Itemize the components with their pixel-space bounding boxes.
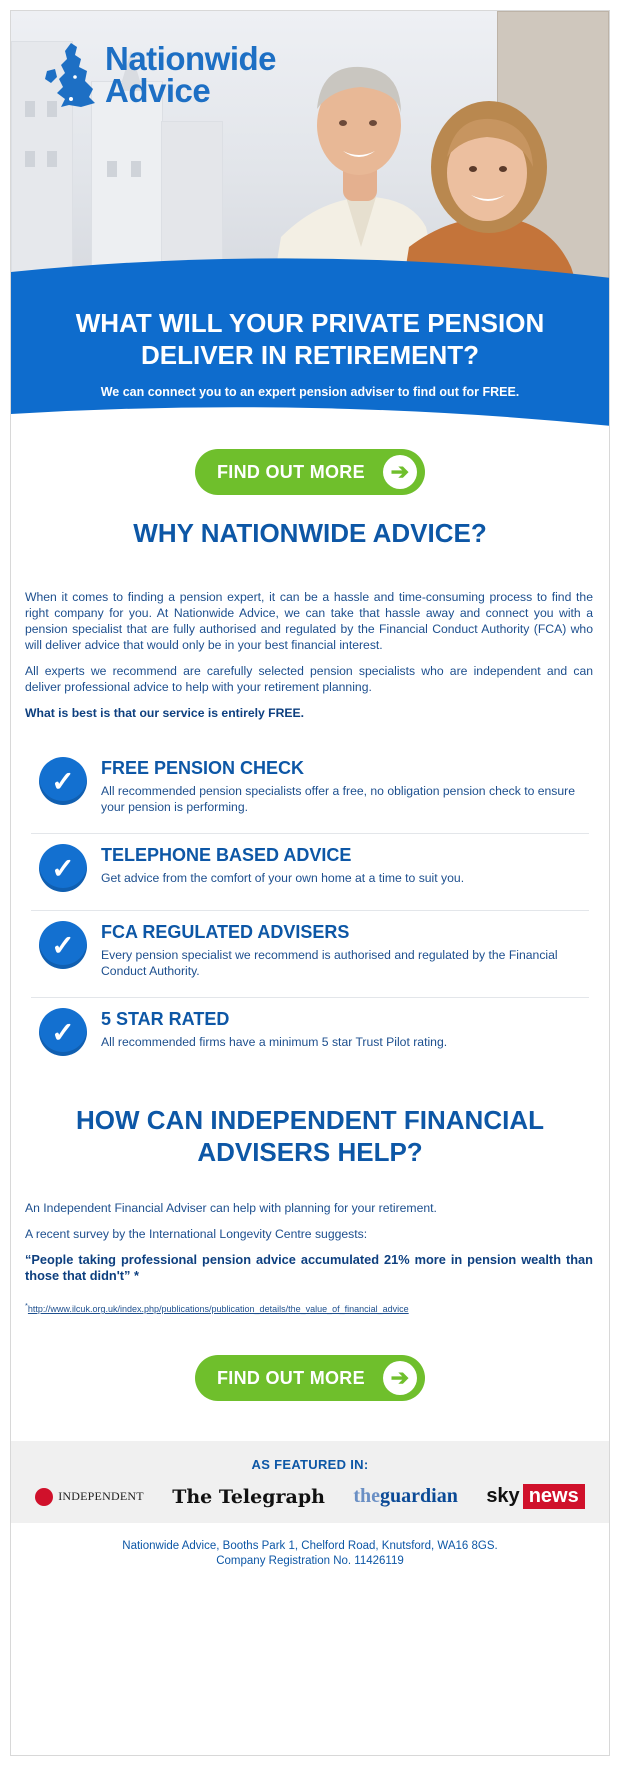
- feature-item: [31, 911, 589, 998]
- news-logo-text: news: [523, 1484, 585, 1509]
- feature-item: [31, 747, 589, 834]
- feature-item: [31, 998, 589, 1074]
- independent-logo-text: INDEPENDENT: [58, 1489, 144, 1503]
- address-line: Nationwide Advice, Booths Park 1, Chelford Road, Knutsford, WA16 8GS.: [122, 1540, 498, 1552]
- arrow-right-icon: ➔: [383, 1361, 417, 1395]
- how-title: [11, 1104, 609, 1168]
- hero-band: [11, 297, 609, 433]
- find-out-more-button[interactable]: [195, 1355, 425, 1401]
- feature-description: Get advice from the comfort of your own home at a time to suit you.: [101, 871, 465, 885]
- building-window: [107, 161, 117, 177]
- arrow-right-icon: ➔: [383, 455, 417, 489]
- source-link[interactable]: http://www.ilcuk.org.uk/index.php/publications/publication_details/the_value_of_financial_advice: [27, 1304, 409, 1314]
- hero-curve: [11, 252, 609, 297]
- how-section: [11, 1104, 609, 1317]
- sky-news-logo: [486, 1484, 584, 1509]
- checkmark-icon: ✓: [39, 757, 87, 805]
- footnote-mark: *: [25, 1301, 28, 1310]
- feature-description: All recommended firms have a minimum 5 star Trust Pilot rating.: [101, 1035, 448, 1049]
- why-paragraph: When it comes to finding a pension expert, it can be a hassle and time-consuming process to find the right company for you. At Nationwide Advice, we can take that hassle away and connect you with a pension specialist that are fully authorised and regulated by the Financial Conduct Authority (FCA) who will deliver advice that would only be in your best financial interest.: [25, 590, 593, 652]
- registration-line: Company Registration No. 11426119: [216, 1555, 404, 1567]
- checkmark-icon: ✓: [39, 844, 87, 892]
- band-curve: [11, 404, 610, 434]
- building-window: [25, 151, 35, 167]
- why-section: [11, 495, 609, 721]
- cta-label: FIND OUT MORE: [217, 461, 365, 482]
- sky-logo-text: sky: [486, 1485, 520, 1507]
- eagle-icon: [35, 1488, 53, 1506]
- building-window: [47, 151, 57, 167]
- how-title-line2: ADVISERS HELP?: [197, 1137, 423, 1167]
- how-body: [11, 1200, 609, 1317]
- hero-headline: WHAT WILL YOUR PRIVATE PENSION DELIVER IN RETIREMENT?: [75, 308, 545, 370]
- how-paragraph: A recent survey by the International Longevity Centre suggests:: [25, 1227, 368, 1241]
- hero-image: [11, 11, 609, 297]
- feature-item: [31, 834, 589, 911]
- how-title-line1: HOW CAN INDEPENDENT FINANCIAL: [76, 1105, 544, 1135]
- building-window: [25, 101, 35, 117]
- brand-name-line1: Nationwide: [105, 40, 277, 77]
- independent-logo: [35, 1488, 144, 1506]
- featured-title: AS FEATURED IN:: [251, 1457, 369, 1472]
- why-paragraph: All experts we recommend are carefully selected pension specialists who are independent and can deliver professional advice to help with your retirement planning.: [25, 664, 593, 694]
- email-container: [10, 10, 610, 1756]
- featured-in-section: [11, 1441, 609, 1523]
- building-window: [131, 161, 141, 177]
- cta-label: FIND OUT MORE: [217, 1367, 365, 1388]
- feature-description: All recommended pension specialists offer a free, no obligation pension check to ensure your pension is performing.: [101, 784, 576, 814]
- footer-address: [11, 1523, 609, 1587]
- how-paragraph: An Independent Financial Adviser can help with planning for your retirement.: [25, 1201, 437, 1215]
- feature-description: Every pension specialist we recommend is authorised and regulated by the Financial Conduct Authority.: [101, 948, 558, 978]
- telegraph-logo: The Telegraph: [172, 1485, 325, 1508]
- checkmark-icon: ✓: [39, 921, 87, 969]
- guardian-logo-the: the: [353, 1485, 381, 1507]
- find-out-more-button[interactable]: [195, 449, 425, 495]
- uk-map-icon: [41, 41, 99, 109]
- why-body: [11, 589, 609, 721]
- cta-container: [11, 433, 609, 495]
- press-logos: [11, 1484, 609, 1509]
- brand-name: [105, 40, 277, 109]
- feature-title: 5 STAR RATED: [101, 1009, 230, 1029]
- survey-quote: “People taking professional pension advice accumulated 21% more in pension wealth than those that didn't” *: [25, 1252, 593, 1283]
- features-list: [31, 747, 589, 1074]
- feature-title: FCA REGULATED ADVISERS: [101, 922, 350, 942]
- cta-container: [11, 1317, 609, 1401]
- brand-name-line2: Advice: [105, 72, 211, 109]
- why-emphasis: What is best is that our service is entirely FREE.: [25, 706, 305, 720]
- guardian-logo: [353, 1485, 457, 1508]
- feature-title: TELEPHONE BASED ADVICE: [101, 845, 352, 865]
- why-title: WHY NATIONWIDE ADVICE?: [133, 518, 487, 548]
- guardian-logo-name: guardian: [380, 1485, 458, 1507]
- brand-logo[interactable]: [41, 41, 276, 109]
- checkmark-icon: ✓: [39, 1008, 87, 1056]
- feature-title: FREE PENSION CHECK: [101, 758, 305, 778]
- source-footnote: [25, 1298, 593, 1317]
- hero-subheadline: We can connect you to an expert pension adviser to find out for FREE.: [100, 385, 520, 399]
